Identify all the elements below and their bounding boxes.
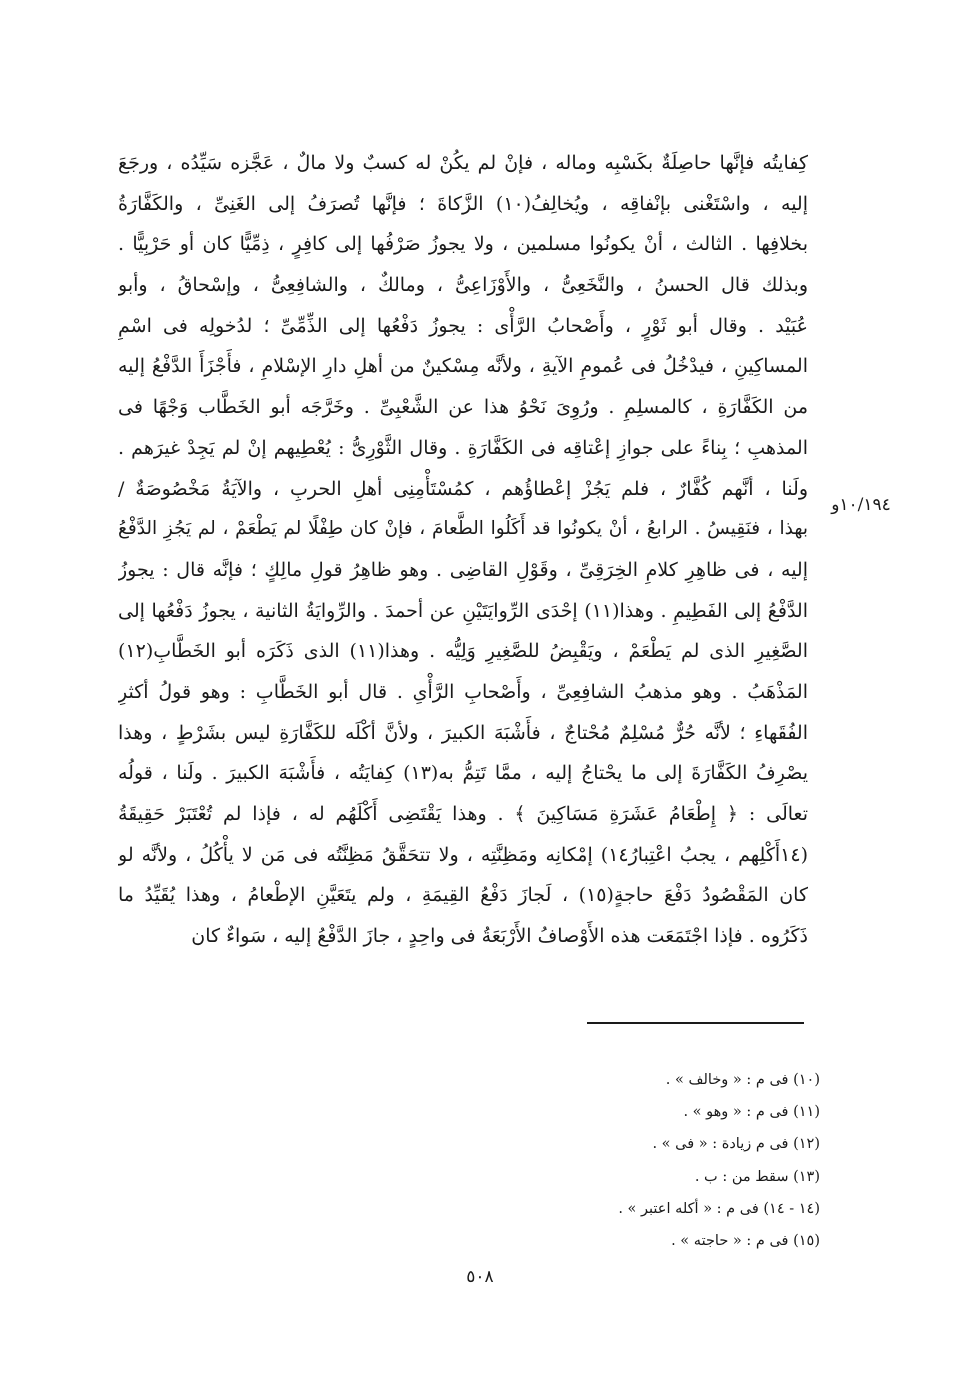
footnote: (١١) فى م : « وهو » .: [683, 1104, 820, 1121]
text-line: ذَكَرُوه . فإذا اجْتَمَعَت هذه الأَوْصافُ الأَرْبَعَةُ فى واحِدٍ ، جازَ الدَّفْعُ إليه ، سَواءٌ كان: [191, 925, 808, 948]
main-text-body: [118, 143, 808, 957]
text-line: بخلافِها . الثالث ، أنْ يكونُوا مسلمين ، ولا يجوزُ صَرْفُها إلى كافِرٍ ، ذِمِّيًّا كان أو حَرْبِيًّا .: [118, 233, 808, 256]
text-line: كان المَقْصُودُ دَفْعَ حاجةٍ(١٥) ، لَجازَ دَفْعُ القِيمَةِ ، ولم يتَعَيَّنِ الإطْعامُ ، وهذا يُقَيِّدُ ما: [118, 884, 808, 907]
footnote: (١٥) فى م : « حاجته » .: [671, 1232, 820, 1249]
text-line: ولَنا ، أنَّهم كُفَّارٌ ، فلم يَجُزْ إعْطاؤُهم ، كمُسْتَأْمِنِى أهلِ الحربِ ، والآيَةُ مَخْصُوصَةٌ /: [118, 477, 808, 500]
text-line: الدَّفْعُ إلى الفَطِيمِ . وهذا(١١) إحْدَى الرِّوايَتَيْنِ عن أحمدَ . والرِّوايَةُ الثانية ، يجوزُ دَفْعُها إلى: [118, 599, 808, 622]
footnote: (١٣) سقط من : ب .: [694, 1168, 820, 1185]
footnotes: [500, 1064, 820, 1257]
text-line: المَذْهَبُ . وهو مذهبُ الشافِعِىِّ ، وأَصْحابِ الرَّأْىِ . قال أبو الخَطَّابِ : وهو قولُ أكثرِ: [118, 680, 808, 703]
text-line: إليه ، فى ظاهِرِ كلامِ الخِرَقِىِّ ، وقَوْلِ القاضِى . وهو ظاهِرُ قولِ مالِكٍ ؛ فإنَّه قال : يجوزُ: [118, 558, 808, 581]
text-line: المساكِينِ ، فيدْخُلُ فى عُمومِ الآيةِ ، ولأنَّه مِسْكينٌ من أهلِ دارِ الإسْلامِ ، فأَجْزَأَ الدَّفْعُ إليه: [118, 355, 808, 378]
footnote: (١٤ - ١٤) فى م : « أكله اعتبر » .: [618, 1200, 820, 1217]
text-line: المذهبِ ؛ بِناءً على جوازِ إعْتاقِه فى الكَفَّارَةِ . وقال الثَّوْرِىُّ : يُعْطِيهم إنْ لم يَجِدْ غيرَهم .: [118, 436, 808, 459]
text-line: تعالَى : ﴿ إِطْعَامُ عَشَرَةِ مَسَاكِينَ ﴾ . وهذا يَقْتَضِى أَكْلَهُم له ، فإذا لم تُعْتَبَرْ حَقِيقَةُ: [118, 803, 808, 825]
text-line: الفُقَهاءِ ؛ لأنَّه حُرٌّ مُسْلِمٌ مُحْتاجٌ ، فأَشْبَهَ الكبيرَ ، ولأنَّ أكْلَه للكَفَّارَةِ ليس بشَرْطٍ ، وهذا: [118, 721, 808, 744]
text-line: كِفايتُه فإنَّها حاصِلَةٌ بكَسْبِه وماله ، فإنْ لم يكُنْ له كسبٌ ولا مالٌ ، عَجَّزه سَيِّدُه ، ورجَعَ: [118, 152, 808, 174]
footnote: (١٠) فى م : « وخالف » .: [665, 1072, 820, 1088]
text-line: بهذا ، فنَقِيسُ . الرابعُ ، أنْ يكونُوا قد أَكَلُوا الطَّعامَ ، فإنْ كان طِفْلًا لم يَطْعَمْ ، لم يَجُزِ الدَّفْعُ: [118, 518, 808, 540]
text-line: إليه ، واسْتَغْنى بإنْفاقِه ، ويُخالِفُ(١٠) الزَّكاةَ ؛ فإنَّها تُصرَفُ إلى الغَنِىِّ ، والكَفَّارَةُ: [118, 192, 808, 215]
text-line: (١٤أَكْلِهم ، يجبُ اعْتِبارُ١٤) إمْكانِه ومَظِنَّتِه ، ولا تتحَقَّقُ مَظِنَّتُه فى مَن لا يأْكُلُ ، ولأنَّه لو: [118, 843, 808, 866]
text-line: وبذلك قال الحسنُ ، والنَّخَعِىُّ ، والأَوْزَاعِىُّ ، ومالكٌ ، والشافِعِىُّ ، وإسْحاقُ ، وأبو: [118, 274, 808, 297]
text-line: الصَّغِيرِ الذى لم يَطْعَمْ ، ويَقْبِضُ للصَّغِيرِ وَلِيُّه . وهذا(١١) الذى ذَكَرَه أبو الخَطَّابِ(١٢): [118, 640, 808, 663]
footnote-separator: [587, 1022, 804, 1024]
text-line: عُبَيْد . وقال أبو ثَوْرٍ ، وأَصْحابُ الرَّأْى : يجوزُ دَفْعُها إلى الذِّمِّىِّ ؛ لدُخولِه فى اسْمِ: [118, 314, 808, 337]
footnote: (١٢) فى م زيادة : « فى » .: [652, 1136, 820, 1153]
page-number: ٥٠٨: [466, 1267, 494, 1287]
text-line: من الكَفَّارَةِ ، كالمسلِمِ . ورُوِىَ نَحْوُ هذا عن الشَّعْبِىِّ . وخَرَّجَه أبو الخَطَّاب وَجْهًا فى: [118, 396, 808, 419]
manuscript-folio-reference: ١٠/١٩٤و: [831, 495, 891, 515]
text-line: يصْرِفُ الكَفَّارَةَ إلى ما يحْتاجُ إليه ، ممَّا تَتِمُّ به(١٣) كِفايَتُه ، فأَشْبَهَ الكبيرَ . ولَنا ، قولُه: [118, 762, 808, 785]
